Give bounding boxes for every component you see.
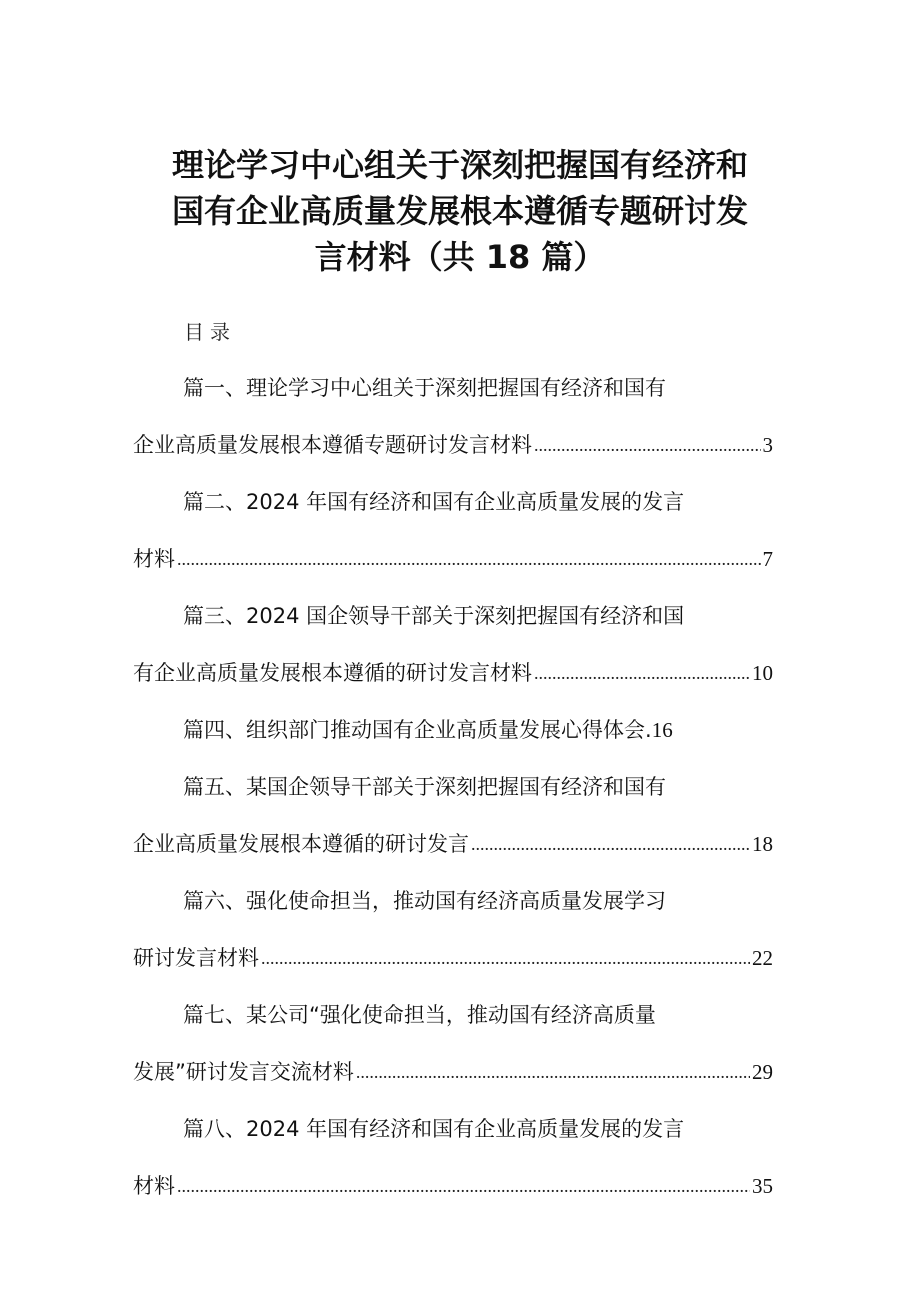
toc-entry[interactable]: [133, 484, 773, 598]
toc-entry-title: 篇一、理论学习中心组关于深刻把握国有经济和国有: [183, 376, 666, 400]
toc-heading: 目录: [184, 320, 236, 344]
toc-entry-title: 篇二、2024 年国有经济和国有企业高质量发展的发言: [183, 490, 685, 514]
dot-leader: [534, 427, 761, 463]
toc-entry-title-cont: 有企业高质量发展根本遵循的研讨发言材料: [133, 661, 532, 685]
title-line: 国有企业高质量发展根本遵循专题研讨发: [171, 192, 748, 230]
page-number: 16: [651, 718, 673, 742]
toc-entry[interactable]: [133, 370, 773, 484]
dot-leader: [177, 541, 761, 577]
toc-entry-title-cont: 发展”研讨发言交流材料: [133, 1060, 354, 1084]
page-number: 3: [762, 433, 773, 457]
toc-entry-title-cont: 企业高质量发展根本遵循的研讨发言: [133, 832, 469, 856]
toc-entry-title-cont: 研讨发言材料: [133, 946, 259, 970]
toc-entry-title: 篇五、某国企领导干部关于深刻把握国有经济和国有: [183, 775, 666, 799]
title-line: 言材料（共 18 篇）: [314, 238, 606, 276]
dot-leader: [471, 826, 750, 862]
table-of-contents: [133, 370, 773, 1225]
toc-entry[interactable]: [133, 1111, 773, 1225]
dot-leader: [177, 1168, 750, 1204]
toc-entry[interactable]: [133, 712, 773, 769]
title-line: 理论学习中心组关于深刻把握国有经济和: [171, 146, 748, 184]
page-number: 22: [752, 946, 773, 970]
toc-entry[interactable]: [133, 598, 773, 712]
page-number: 35: [752, 1174, 773, 1198]
toc-entry[interactable]: [133, 997, 773, 1111]
page-number: 7: [762, 547, 773, 571]
toc-entry[interactable]: [133, 769, 773, 883]
page-number: 10: [752, 661, 773, 685]
toc-entry-title: 篇三、2024 国企领导干部关于深刻把握国有经济和国: [183, 604, 685, 628]
document-title: [120, 142, 800, 280]
dot-leader: [356, 1054, 750, 1090]
page-number: 18: [752, 832, 773, 856]
toc-entry-title-cont: 企业高质量发展根本遵循专题研讨发言材料: [133, 433, 532, 457]
toc-entry-title: 篇四、组织部门推动国有企业高质量发展心得体会.: [183, 718, 652, 742]
toc-entry-title-cont: 材料: [133, 1174, 175, 1198]
toc-entry-title: 篇六、强化使命担当，推动国有经济高质量发展学习: [183, 889, 666, 913]
dot-leader: [261, 940, 750, 976]
toc-entry-title: 篇八、2024 年国有经济和国有企业高质量发展的发言: [183, 1117, 685, 1141]
toc-entry[interactable]: [133, 883, 773, 997]
toc-entry-title: 篇七、某公司“强化使命担当，推动国有经济高质量: [183, 1003, 656, 1027]
dot-leader: [534, 655, 750, 691]
page-number: 29: [752, 1060, 773, 1084]
toc-entry-title-cont: 材料: [133, 547, 175, 571]
